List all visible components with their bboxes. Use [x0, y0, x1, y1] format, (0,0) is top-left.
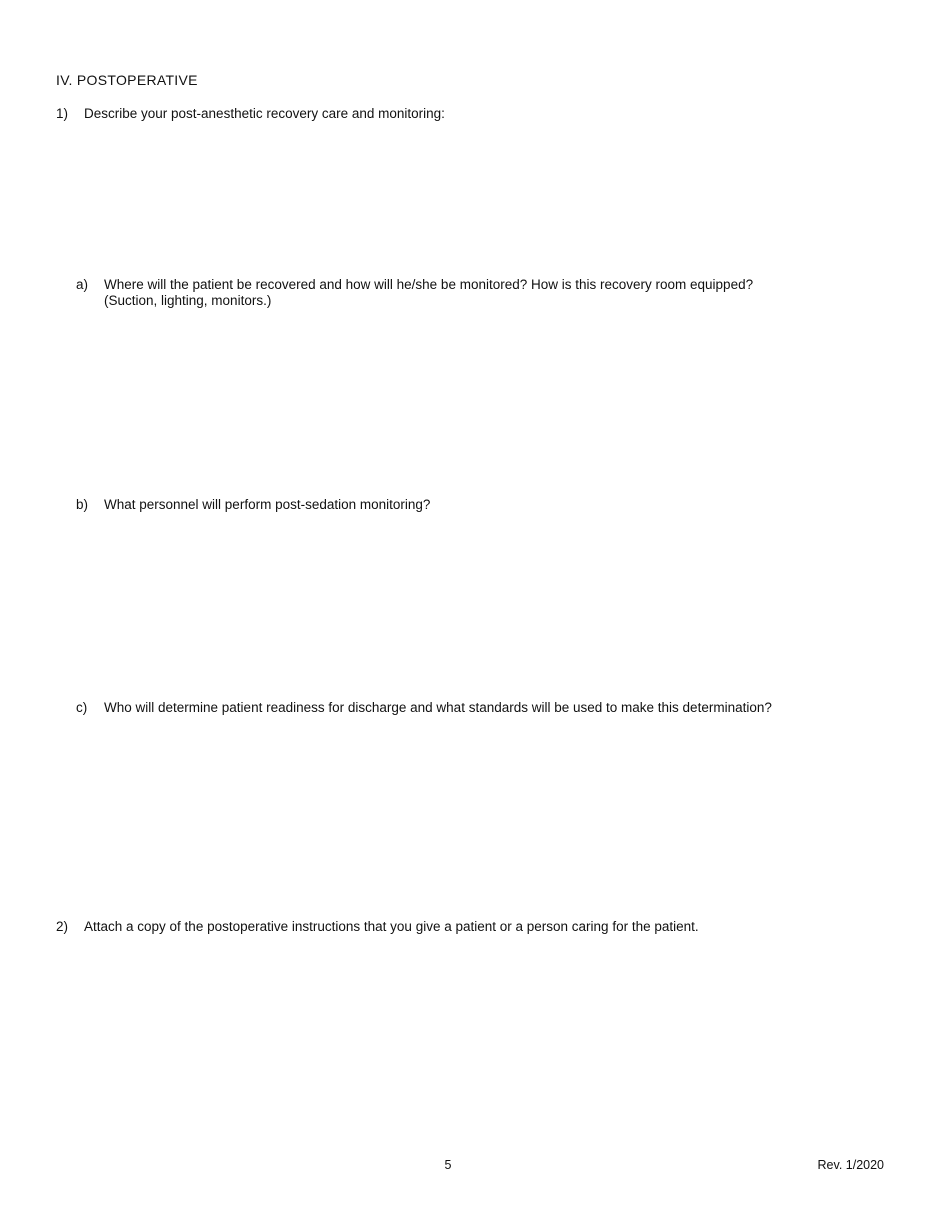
page-number: 5: [444, 1158, 452, 1172]
question-number: a): [76, 277, 89, 292]
question-number: c): [76, 700, 88, 715]
question-text-line: Where will the patient be recovered and how will he/she be monitored? How is this recovery room equipped?: [104, 277, 754, 292]
question-text-line: (Suction, lighting, monitors.): [104, 293, 272, 308]
question-number: b): [76, 497, 89, 512]
question-number: 2): [56, 919, 69, 934]
question-text: Attach a copy of the postoperative instructions that you give a patient or a person caring for the patient.: [84, 919, 699, 934]
question-2: [56, 919, 699, 935]
question-text: [104, 277, 753, 309]
question-text: What personnel will perform post-sedation monitoring?: [104, 497, 431, 512]
question-1a: [76, 277, 753, 309]
question-1b: [76, 497, 430, 513]
question-1: [56, 106, 445, 122]
revision-label: Rev. 1/2020: [817, 1158, 884, 1172]
question-number: 1): [56, 106, 69, 121]
question-text: Who will determine patient readiness for discharge and what standards will be used to make this determination?: [104, 700, 772, 715]
question-1c: [76, 700, 772, 716]
question-text: Describe your post-anesthetic recovery care and monitoring:: [84, 106, 445, 121]
section-title: IV. POSTOPERATIVE: [56, 72, 198, 88]
